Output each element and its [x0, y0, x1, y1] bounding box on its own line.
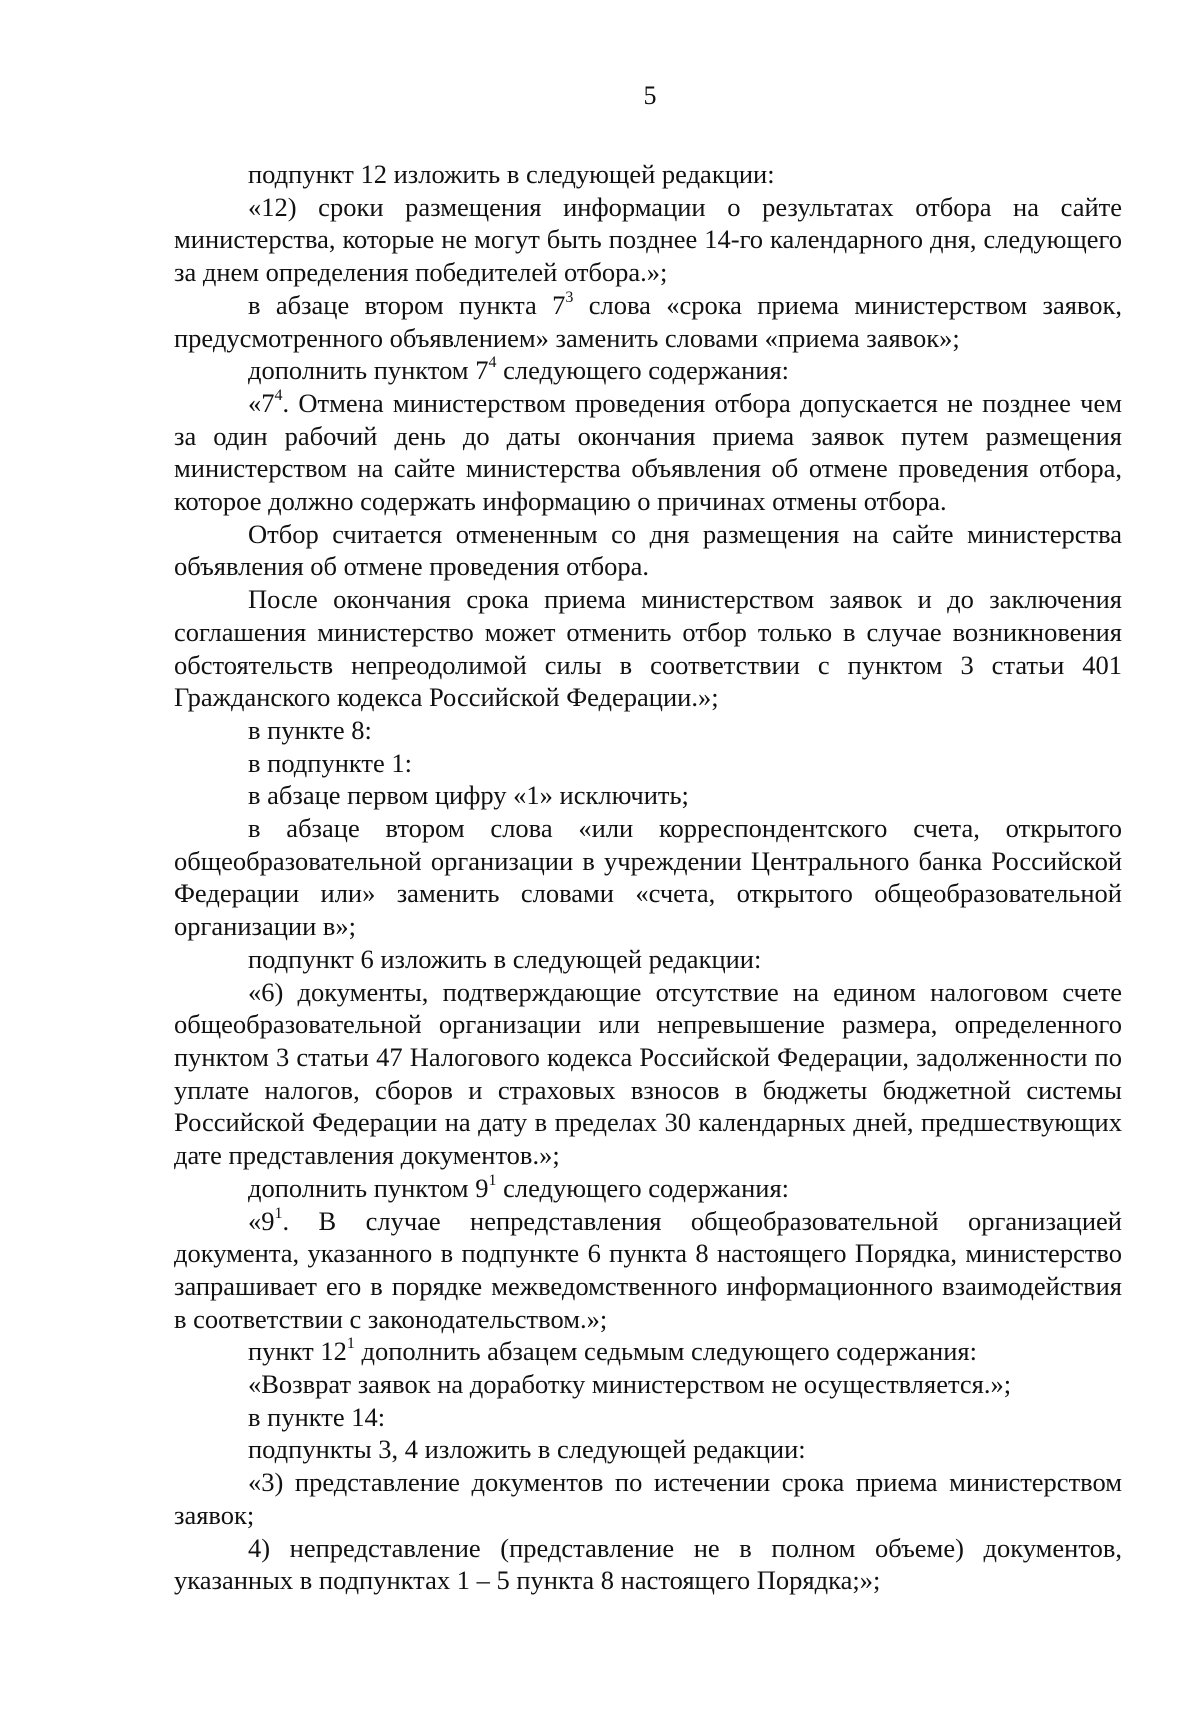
paragraph: в абзаце первом цифру «1» исключить; — [248, 780, 689, 811]
paragraph: дополнить пунктом $7^4$ следующего содержания: — [248, 354, 790, 386]
paragraph: подпункт 6 изложить в следующей редакции: — [248, 943, 762, 974]
paragraph: «Возврат заявок на доработку министерством не осуществляется.»; — [248, 1369, 1012, 1400]
paragraph: «$7^4$. Отмена министерством проведения отбора допускается не позднее чем за один рабочий день до даты окончания приема заявок путем размещения министерством на сайте министерства объявления об отмене проведения отбора, которое должно содержать информацию о причинах отмены отбора. — [174, 387, 1122, 517]
paragraph: «6) документы, подтверждающие отсутствие на едином налоговом счете общеобразовательной организации или непревышение размера, определенного пунктом 3 статьи 47 Налогового кодекса Российской Федерации, задолженности по уплате налогов, сборов и страховых взносов в бюджеты бюджетной системы Российской Федерации на дату в пределах 30 календарных дней, предшествующих дате представления документов.»; — [174, 976, 1122, 1171]
paragraph: «3) представление документов по истечении срока приема министерством заявок; — [174, 1467, 1122, 1530]
paragraph: «12) сроки размещения информации о результатах отбора на сайте министерства, которые не могут быть позднее 14-го календарного дня, следующего за днем определения победителей отбора.»; — [174, 191, 1122, 288]
paragraph: дополнить пунктом $9^1$ следующего содержания: — [248, 1171, 790, 1203]
paragraph: После окончания срока приема министерством заявок и до заключения соглашения министерство может отменить отбор только в случае возникновения обстоятельств непреодолимой силы в соответствии с пунктом 3 статьи 401 Гражданского кодекса Российской Федерации.»; — [174, 584, 1122, 713]
paragraph: пункт $12^1$ дополнить абзацем седьмым следующего содержания: — [248, 1335, 977, 1367]
paragraph: в абзаце втором слова «или корреспондентского счета, открытого общеобразовательной организации в учреждении Центрального банка Российской Федерации или» заменить словами «счета, открытого общеобразовательной организации в»; — [174, 813, 1122, 942]
paragraph: в подпункте 1: — [248, 747, 413, 778]
page-number: 5 — [643, 81, 657, 110]
paragraph: подпункт 12 изложить в следующей редакции: — [248, 159, 775, 189]
paragraph: подпункты 3, 4 изложить в следующей редакции: — [248, 1434, 806, 1465]
paragraph: в пункте 14: — [248, 1401, 386, 1432]
paragraph: в абзаце втором пункта $7^3$ слова «срока приема министерством заявок, предусмотренного объявлением» заменить словами «приема заявок»; — [174, 288, 1122, 353]
paragraph: 4) непредставление (представление не в полном объеме) документов, указанных в подпунктах 1 – 5 пункта 8 настоящего Порядка;»; — [174, 1532, 1122, 1596]
paragraph: «$9^1$. В случае непредставления общеобразовательной организацией документа, указанного в подпункте 6 пункта 8 настоящего Порядка, министерство запрашивает его в порядке межведомственного информационного взаимодействия в соответствии с законодательством.»; — [174, 1204, 1122, 1334]
document-body — [174, 158, 1122, 1597]
paragraph: Отбор считается отмененным со дня размещения на сайте министерства объявления об отмене проведения отбора. — [174, 518, 1122, 582]
paragraph: в пункте 8: — [248, 714, 372, 745]
